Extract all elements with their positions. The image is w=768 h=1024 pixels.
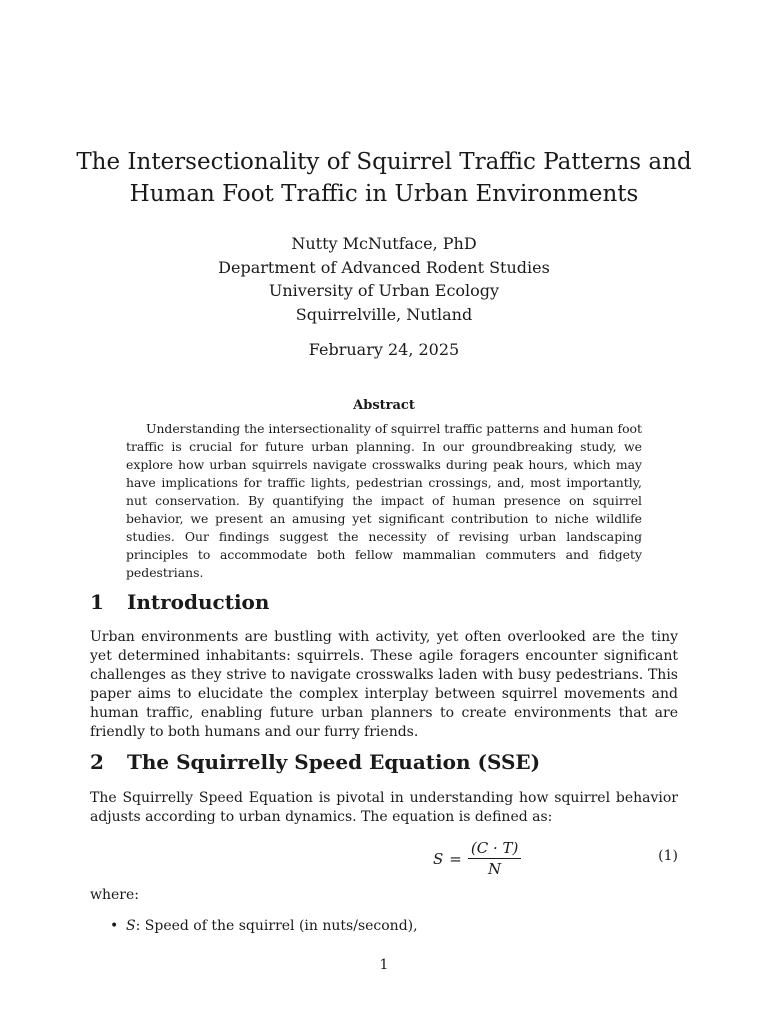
section-title: The Squirrelly Speed Equation (SSE) <box>127 750 541 774</box>
author-name: Nutty McNutface, PhD <box>291 234 477 253</box>
section-heading-introduction <box>90 589 269 615</box>
author-university: University of Urban Ecology <box>268 281 500 300</box>
title-line-2: Human Foot Traffic in Urban Environments <box>129 181 639 207</box>
abstract-heading: Abstract <box>353 398 415 413</box>
title-line-1: The Intersectionality of Squirrel Traffic Patterns and <box>76 149 692 175</box>
definition-symbol: S <box>126 918 136 934</box>
section-title: Introduction <box>127 590 270 614</box>
paper-title <box>60 146 708 210</box>
section-number: 1 <box>90 590 104 614</box>
abstract-text: Understanding the intersectionality of squirrel traffic patterns and human foot traffic is crucial for future urban planning. In our groundbreaking study, we explore how urban squirrels navigate crosswalks during peak hours, which may have implications for traffic lights, pedestrian crossings, and, most importantly, nut conservation. By quantifying the impact of human presence on squirrel behavior, we present an amusing yet significant contribution to niche wildlife studies. Our findings suggest the necessity of revising urban landscaping principles to accommodate both fellow mammalian commuters and fidgety pedestrians. <box>126 421 642 580</box>
equation-denominator: N <box>488 860 502 878</box>
definition-list <box>90 917 418 936</box>
definition-text: : Speed of the squirrel (in nuts/second), <box>135 918 418 934</box>
sse-paragraph: The Squirrelly Speed Equation is pivotal in understanding how squirrel behavior adjusts according to urban dynamics. The equation is defined as: <box>90 790 678 825</box>
author-location: Squirrelville, Nutland <box>295 304 473 324</box>
where-label: where: <box>90 887 139 903</box>
equation-equals: = <box>449 849 462 868</box>
section-heading-sse <box>90 749 540 775</box>
author-block <box>0 232 768 326</box>
section-number: 2 <box>90 750 104 774</box>
introduction-paragraph: Urban environments are bustling with activity, yet often overlooked are the tiny yet determined inhabitants: squirrels. These agile foragers encounter significant challenges as they strive to navigate crosswalks laden with busy pedestrians. This paper aims to elucidate the complex interplay between squirrel movements and human traffic, enabling future urban planners to create environments that are friendly to both humans and our furry friends. <box>90 629 678 740</box>
equation-sse <box>90 836 678 880</box>
bullet-icon: • <box>110 918 119 934</box>
page-number: 1 <box>379 957 389 973</box>
equation-lhs: S <box>433 849 444 868</box>
equation-numerator: (C · T) <box>468 839 522 859</box>
paper-date: February 24, 2025 <box>308 340 460 359</box>
list-item <box>90 917 418 936</box>
equation-content <box>433 839 521 878</box>
equation-fraction <box>468 839 522 878</box>
equation-number: (1) <box>658 848 678 864</box>
author-department: Department of Advanced Rodent Studies <box>218 257 550 277</box>
